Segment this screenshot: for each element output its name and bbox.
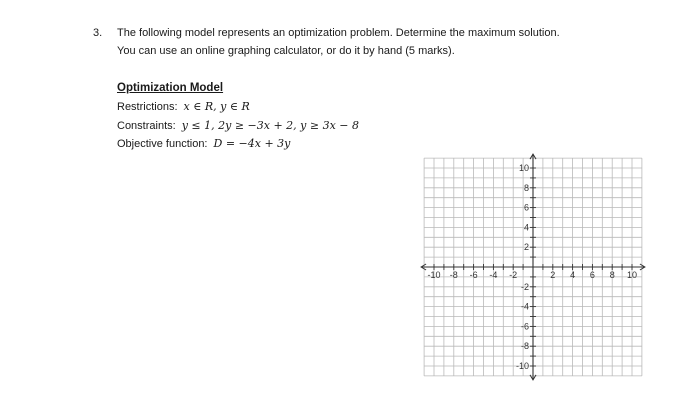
y-tick-label: -10 <box>515 361 529 371</box>
y-tick-label: -2 <box>520 281 529 292</box>
x-tick-label: -10 <box>427 270 441 280</box>
x-tick-label: 4 <box>570 270 576 280</box>
x-tick-label: 10 <box>626 270 638 280</box>
question-text-line-1: The following model represents an optimization problem. Determine the maximum solution. <box>117 27 560 39</box>
x-tick-label: -8 <box>449 270 458 280</box>
y-tick-label: -4 <box>520 301 529 312</box>
y-tick-label: 8 <box>523 182 529 193</box>
y-tick-label: 6 <box>523 202 529 213</box>
objective-label: Objective function: <box>117 138 208 150</box>
y-tick-label: 2 <box>523 242 529 253</box>
x-tick-label: -4 <box>489 270 498 280</box>
x-axis-tick-labels <box>427 270 637 280</box>
x-tick-label: 6 <box>589 270 595 280</box>
x-tick-label: 2 <box>550 270 556 280</box>
objective-value: D = −4x + 3y <box>213 137 291 150</box>
y-tick-label: -8 <box>520 341 529 352</box>
y-tick-label: -6 <box>520 321 529 332</box>
constraints-value: y ≤ 1, 2y ≥ −3x + 2, y ≥ 3x − 8 <box>181 119 359 132</box>
model-heading: Optimization Model <box>117 82 224 94</box>
restrictions-value: x ∈ R, y ∈ R <box>183 100 250 113</box>
y-tick-label: 4 <box>523 222 529 233</box>
x-tick-label: 8 <box>609 270 615 280</box>
x-tick-label: -6 <box>469 270 478 280</box>
constraints-label: Constraints: <box>117 120 176 132</box>
x-tick-label: -2 <box>509 270 518 280</box>
question-text-line-2: You can use an online graphing calculator, or do it by hand (5 marks). <box>117 45 455 57</box>
question-number: 3. <box>93 27 103 39</box>
restrictions-label: Restrictions: <box>117 101 178 113</box>
y-tick-label: 10 <box>518 163 529 173</box>
